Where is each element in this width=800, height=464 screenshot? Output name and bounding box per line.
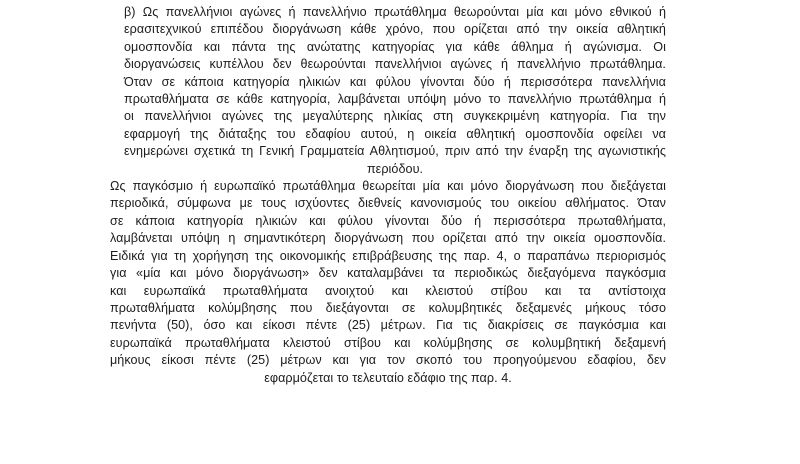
text-line: ομοσπονδία και πάντα της ανώτατης κατηγορίας για κάθε άθλημα ή αγώνισμα. Οι (124, 39, 666, 54)
text-line: β) Ως πανελλήνιοι αγώνες ή πανελλήνιο πρωτάθλημα θεωρούνται μία και μόνο εθνικού ή (124, 5, 666, 19)
text-line: εφαρμόζεται το τελευταίο εδάφιο της παρ. 4. (264, 370, 512, 385)
text-line: σε κάποια κατηγορία ηλικιών και φύλου γίνονται δύο ή περισσότερα πρωταθλήματα, (110, 213, 666, 228)
text-line: ενημερώνει σχετικά τη Γενική Γραμματεία Αθλητισμού, πριν από την έναρξη της αγωνιστικής (124, 144, 666, 159)
text-line: Ειδικά για τη χορήγηση της οικονομικής επιβράβευσης της παρ. 4, ο παραπάνω περιορισμός (110, 248, 666, 263)
text-line: εφαρμογή της διάταξης του εδαφίου αυτού, η οικεία αθλητική ομοσπονδία οφείλει να (124, 126, 666, 141)
text-line: πενήντα (50), όσο και είκοσι πέντε (25) μέτρων. Για τις διακρίσεις σε παγκόσμια και (110, 318, 666, 333)
text-line: για «μία και μόνο διοργάνωση» δεν καταλαμβάνει τα περιοδικώς διεξαγόμενα παγκόσμια (110, 266, 666, 281)
text-line: ευρωπαϊκά πρωταθλήματα κλειστού στίβου και κολύμβησης σε κολυμβητική δεξαμενή (110, 335, 666, 350)
text-line: Ως παγκόσμιο ή ευρωπαϊκό πρωτάθλημα θεωρείται μία και μόνο διοργάνωση που διεξάγεται (110, 179, 666, 194)
text-line: περιοδικά, σύμφωνα με τους ισχύοντες διεθνείς κανονισμούς του οικείου αθλήματος. Όταν (110, 196, 666, 211)
paragraph-beta (110, 4, 666, 178)
text-line: ερασιτεχνικού επιπέδου διοργάνωση κάθε χρόνο, που ορίζεται από την οικεία αθλητική (124, 22, 666, 37)
text-line: μήκους είκοσι πέντε (25) μέτρων και για τον σκοπό του προηγούμενου εδαφίου, δεν (110, 353, 666, 368)
text-line: διοργανώσεις κυπέλλου δεν θεωρούνται πανελλήνιοι αγώνες ή πανελλήνιο πρωτάθλημα. (124, 57, 666, 72)
text-line: Όταν σε κάποια κατηγορία ηλικιών και φύλου γίνονται δύο ή περισσότερα πανελλήνια (124, 74, 666, 89)
text-line: περιόδου. (366, 161, 424, 176)
document-body (110, 4, 666, 387)
text-line: πρωταθλήματα σε κάθε κατηγορία, λαμβάνεται υπόψη μόνο το πανελλήνιο πρωτάθλημα ή (124, 92, 666, 107)
text-line: λαμβάνεται υπόψη η σημαντικότερη διοργάνωση που ορίζεται από την οικεία ομοσπονδία. (110, 231, 666, 246)
text-line: πρωταθλήματα κολύμβησης που διεξάγονται σε κολυμβητικές δεξαμενές μήκους τόσο (110, 300, 666, 315)
text-line: και ευρωπαϊκά πρωταθλήματα ανοιχτού και κλειστού στίβου και τα αντίστοιχα (110, 283, 666, 298)
text-line: οι πανελλήνιοι αγώνες της μεγαλύτερης ηλικίας στη συγκεκριμένη κατηγορία. Για την (124, 109, 666, 124)
paragraph-world-european (110, 178, 666, 387)
